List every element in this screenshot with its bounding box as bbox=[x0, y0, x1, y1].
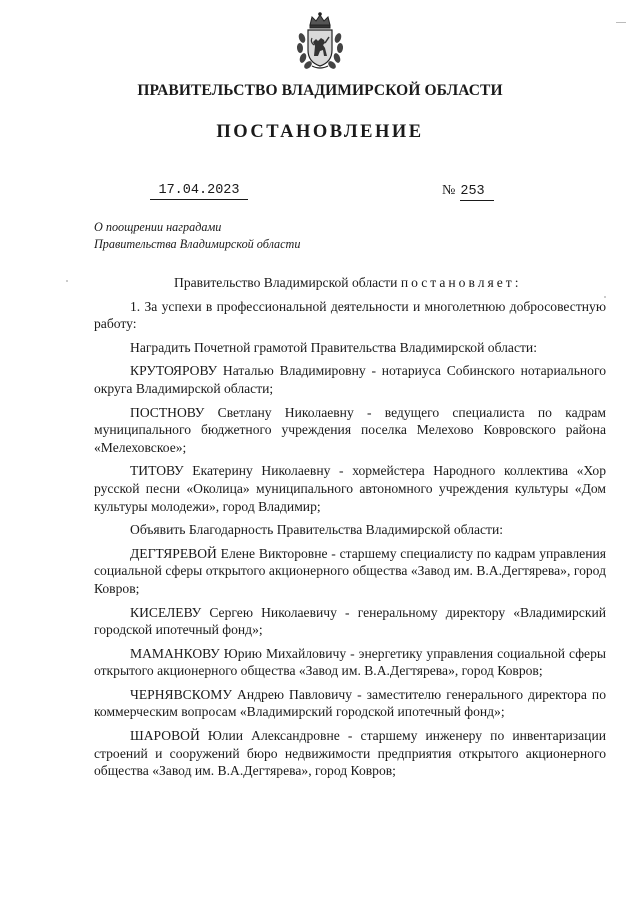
awardee-item: КИСЕЛЕВУ Сергею Николаевичу - генеральному директору «Владимирский городской ипотечный фонд»; bbox=[94, 604, 606, 638]
awardee-item: ПОСТНОВУ Светлану Николаевну - ведущего специалиста по кадрам муниципального бюджетного учреждения поселка Мелехово Ковровского района «Мелеховское»; bbox=[94, 404, 606, 455]
document-body bbox=[94, 274, 606, 786]
scan-mark bbox=[66, 280, 68, 282]
coat-of-arms-icon bbox=[294, 12, 346, 70]
awardee-item: ДЕГТЯРЕВОЙ Елене Викторовне - старшему специалисту по кадрам управления социальной сферы открытого акционерного общества «Завод им. В.А.Дегтярева», город Ковров; bbox=[94, 545, 606, 596]
decree-intro-subject: Правительство Владимирской области bbox=[174, 275, 398, 290]
number-sign: № bbox=[442, 183, 456, 198]
document-number-value: 253 bbox=[460, 184, 494, 201]
document-subject bbox=[94, 219, 300, 253]
awardee-item: МАМАНКОВУ Юрию Михайловичу - энергетику управления социальной сферы открытого акционерного общества «Завод им. В.А.Дегтярева», город Ковров; bbox=[94, 645, 606, 679]
award-heading-certificate: Наградить Почетной грамотой Правительства Владимирской области: bbox=[130, 339, 537, 355]
awardee-item: ЧЕРНЯВСКОМУ Андрею Павловичу - заместителю генерального директора по коммерческим вопросам «Владимирский городской ипотечный фонд»; bbox=[94, 686, 606, 720]
decree-intro bbox=[94, 274, 606, 292]
paragraph-1: 1. За успехи в профессиональной деятельности и многолетнюю добросовестную работу: bbox=[94, 298, 606, 332]
scan-mark bbox=[616, 22, 626, 23]
award-heading-gratitude: Объявить Благодарность Правительства Владимирской области: bbox=[130, 522, 504, 538]
awardee-item: ТИТОВУ Екатерину Николаевну - хормейстера Народного коллектива «Хор русской песни «Околица» муниципального автономного учреждения культуры «Дом культуры молодежи», город Владимир; bbox=[94, 463, 606, 514]
subject-line-2: Правительства Владимирской области bbox=[94, 237, 301, 251]
awardee-item: КРУТОЯРОВУ Наталью Владимировну - нотариуса Собинского нотариального округа Владимирской области; bbox=[94, 363, 606, 396]
document-date: 17.04.2023 bbox=[150, 183, 248, 200]
decree-keyword: постановляет: bbox=[400, 275, 522, 290]
document-type-title: ПОСТАНОВЛЕНИЕ bbox=[216, 122, 424, 142]
subject-line-1: О поощрении наградами bbox=[94, 220, 222, 234]
government-name: ПРАВИТЕЛЬСТВО ВЛАДИМИРСКОЙ ОБЛАСТИ bbox=[137, 82, 503, 99]
awardee-item: ШАРОВОЙ Юлии Александровне - старшему инженеру по инвентаризации строений и сооружений бюро недвижимости предприятия открытого акционерного общества «Завод им. В.А.Дегтярева», город Ковров; bbox=[94, 728, 606, 779]
document-number bbox=[442, 183, 494, 201]
